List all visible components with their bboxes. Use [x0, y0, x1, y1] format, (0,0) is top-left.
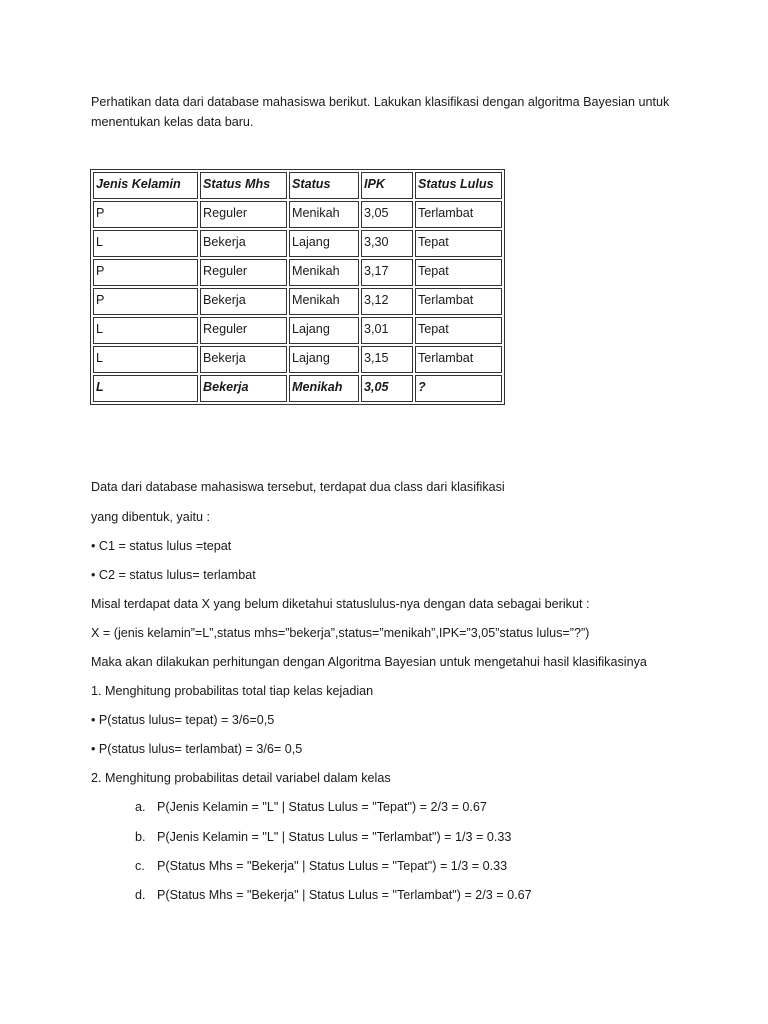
table-cell: P [93, 201, 198, 228]
header-cell: Status [289, 172, 359, 199]
table-cell: Menikah [289, 201, 359, 228]
header-cell: Jenis Kelamin [93, 172, 198, 199]
table-header-row [93, 172, 502, 199]
query-cell: ? [415, 375, 502, 402]
table-cell: Bekerja [200, 288, 287, 315]
step-1-bullet-terlambat: • P(status lulus= terlambat) = 3/6= 0,5 [91, 742, 303, 756]
table-cell: P [93, 288, 198, 315]
table-cell: 3,12 [361, 288, 413, 315]
table-cell: Menikah [289, 288, 359, 315]
table-cell: Terlambat [415, 201, 502, 228]
student-data-table [90, 169, 505, 405]
query-row [93, 375, 502, 402]
table-cell: P [93, 259, 198, 286]
table-cell: Bekerja [200, 230, 287, 257]
table-cell: Reguler [200, 259, 287, 286]
paragraph-method: Maka akan dilakukan perhitungan dengan Algoritma Bayesian untuk mengetahui hasil klasifikasinya [91, 655, 647, 669]
table-cell: Tepat [415, 317, 502, 344]
header-cell: Status Mhs [200, 172, 287, 199]
table-cell: Reguler [200, 201, 287, 228]
table-cell: Reguler [200, 317, 287, 344]
bullet-c1: • C1 = status lulus =tepat [91, 539, 232, 553]
query-cell: Bekerja [200, 375, 287, 402]
table-cell: Bekerja [200, 346, 287, 373]
query-cell: L [93, 375, 198, 402]
step-1-heading: 1. Menghitung probabilitas total tiap kelas kejadian [91, 684, 374, 698]
header-cell: IPK [361, 172, 413, 199]
intro-line-2: menentukan kelas data baru. [91, 115, 254, 129]
table-cell: Terlambat [415, 346, 502, 373]
table-cell: Tepat [415, 259, 502, 286]
paragraph-classes: Data dari database mahasiswa tersebut, terdapat dua class dari klasifikasi [91, 480, 505, 494]
list-marker: d. [135, 888, 146, 902]
table-row [93, 230, 502, 257]
table-cell: 3,30 [361, 230, 413, 257]
list-item-text: P(Status Mhs = "Bekerja" | Status Lulus = "Tepat") = 1/3 = 0.33 [157, 859, 508, 873]
table-cell: Lajang [289, 346, 359, 373]
step-1-bullet-tepat: • P(status lulus= tepat) = 3/6=0,5 [91, 713, 275, 727]
header-cell: Status Lulus [415, 172, 502, 199]
table-row [93, 288, 502, 315]
list-item [135, 828, 511, 846]
step-2-heading: 2. Menghitung probabilitas detail variabel dalam kelas [91, 771, 391, 785]
list-item-text: P(Jenis Kelamin = "L" | Status Lulus = "Tepat") = 2/3 = 0.67 [157, 800, 487, 814]
table-cell: Lajang [289, 230, 359, 257]
list-item-text: P(Jenis Kelamin = "L" | Status Lulus = "Terlambat") = 1/3 = 0.33 [157, 830, 512, 844]
table-cell: L [93, 230, 198, 257]
table-row [93, 259, 502, 286]
table-cell: Lajang [289, 317, 359, 344]
query-cell: 3,05 [361, 375, 413, 402]
list-item-text: P(Status Mhs = "Bekerja" | Status Lulus = "Terlambat") = 2/3 = 0.67 [157, 888, 532, 902]
table-row [93, 317, 502, 344]
table-cell: Terlambat [415, 288, 502, 315]
table-cell: Menikah [289, 259, 359, 286]
table-cell: L [93, 346, 198, 373]
table-cell: 3,01 [361, 317, 413, 344]
query-cell: Menikah [289, 375, 359, 402]
intro-paragraph [91, 92, 691, 132]
list-item [135, 886, 532, 904]
list-marker: c. [135, 859, 145, 873]
table-cell: Tepat [415, 230, 502, 257]
list-marker: b. [135, 830, 146, 844]
paragraph-formed: yang dibentuk, yaitu : [91, 510, 211, 524]
table-row [93, 346, 502, 373]
intro-line-1: Perhatikan data dari database mahasiswa berikut. Lakukan klasifikasi dengan algoritma Bayesian untuk [91, 95, 670, 109]
bullet-c2: • C2 = status lulus= terlambat [91, 568, 256, 582]
table-row [93, 201, 502, 228]
table-cell: 3,15 [361, 346, 413, 373]
table-cell: 3,17 [361, 259, 413, 286]
paragraph-x-definition: X = (jenis kelamin”=L”,status mhs=”bekerja”,status=”menikah”,IPK=”3,05”status lulus=”?”) [91, 626, 590, 640]
list-marker: a. [135, 800, 146, 814]
list-item [135, 857, 507, 875]
list-item [135, 798, 487, 816]
table-cell: 3,05 [361, 201, 413, 228]
table-cell: L [93, 317, 198, 344]
paragraph-suppose: Misal terdapat data X yang belum diketahui statuslulus-nya dengan data sebagai berikut : [91, 597, 590, 611]
